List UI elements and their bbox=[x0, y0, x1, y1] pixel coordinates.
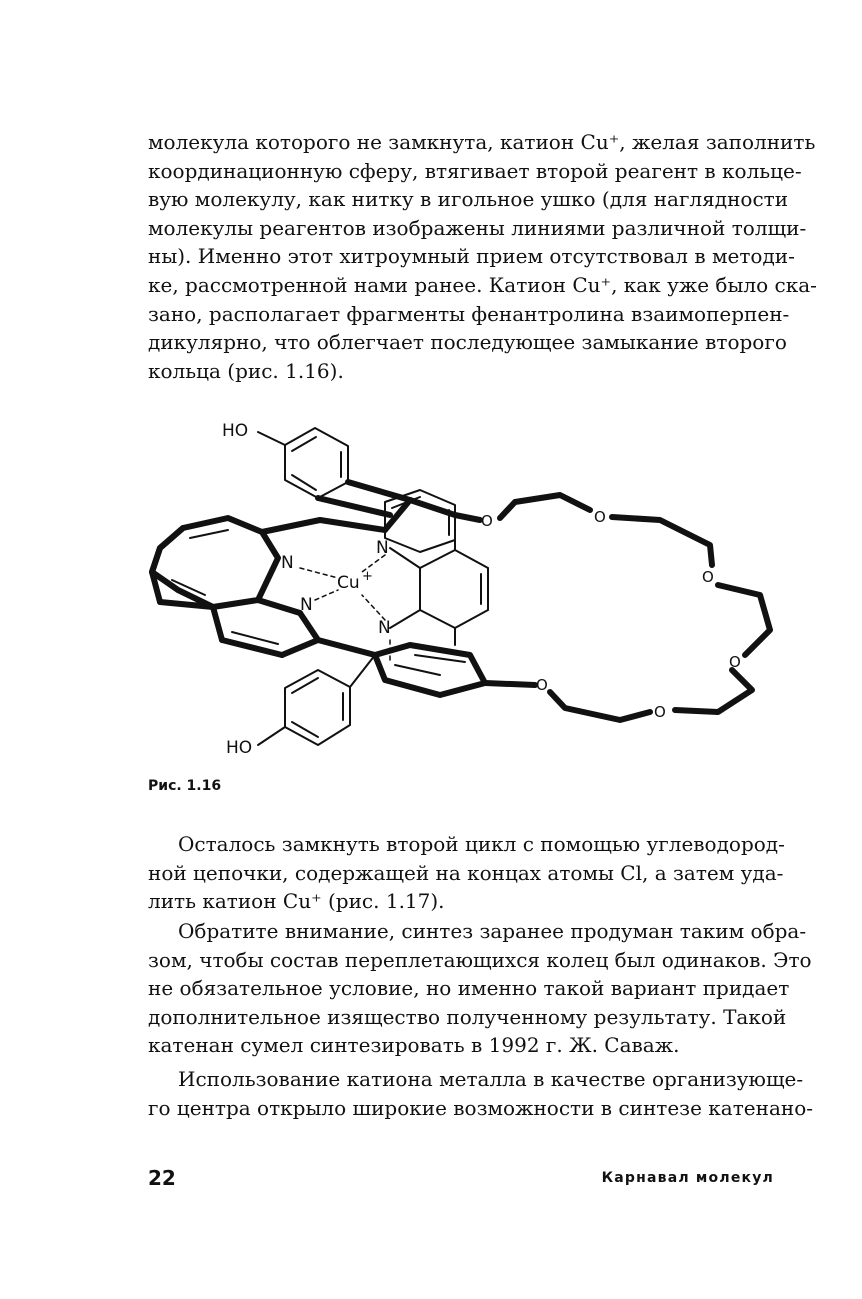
nitrogen-label: N bbox=[378, 618, 391, 638]
text-line: ной цепочки, содержащей на концах атомы Cl, а затем уда- bbox=[148, 860, 784, 885]
figure-caption: Рис. 1.16 bbox=[148, 778, 222, 794]
charge-label: + bbox=[362, 569, 373, 584]
oxygen-label: O bbox=[594, 508, 606, 526]
paragraph-1 bbox=[148, 128, 817, 385]
text-line: кольца (рис. 1.16). bbox=[148, 358, 344, 383]
text-line: зом, чтобы состав переплетающихся колец был одинаков. Это bbox=[148, 947, 812, 972]
hydroxyl-label-bottom: HO bbox=[226, 738, 253, 758]
phenyl-ring-bottom-bold bbox=[375, 645, 535, 695]
nitrogen-label: N bbox=[300, 595, 313, 615]
text-line: молекулы реагентов изображены линиями различной толщи- bbox=[148, 215, 807, 240]
paragraph-4 bbox=[148, 1065, 813, 1122]
copper-cation-label: Cu bbox=[337, 573, 360, 593]
text-line: зано, располагает фрагменты фенантролина взаимоперпен- bbox=[148, 301, 790, 326]
text-line: Обратите внимание, синтез заранее продуман таким обра- bbox=[178, 919, 807, 943]
paragraph-3 bbox=[148, 917, 812, 1060]
phenanthroline-thin bbox=[390, 540, 488, 645]
text-line: дикулярно, что облегчает последующее замыкание второго bbox=[148, 330, 787, 355]
text-line: катенан сумел синтезировать в 1992 г. Ж. Саваж. bbox=[148, 1033, 680, 1058]
catenane-precursor-structure bbox=[140, 405, 790, 770]
text-line: ны). Именно этот хитроумный прием отсутствовал в методи- bbox=[148, 244, 795, 269]
text-line: вую молекулу, как нитку в игольное ушко (для наглядности bbox=[148, 187, 789, 212]
text-line: Использование катиона металла в качестве организующе- bbox=[178, 1067, 804, 1091]
nitrogen-label: N bbox=[281, 553, 294, 573]
oxygen-label: O bbox=[702, 568, 714, 586]
oxygen-label: O bbox=[481, 512, 493, 530]
running-title: Карнавал молекул bbox=[601, 1170, 774, 1186]
text-line: лить катион Cu⁺ (рис. 1.17). bbox=[148, 889, 445, 914]
nitrogen-label: N bbox=[376, 538, 389, 558]
text-line: дополнительное изящество полученному результату. Такой bbox=[148, 1004, 787, 1029]
oxygen-label: O bbox=[729, 653, 741, 671]
page-number: 22 bbox=[148, 1166, 176, 1190]
text-line: молекула которого не замкнута, катион Cu⁺, желая заполнить bbox=[148, 130, 816, 154]
text-line: ке, рассмотренной нами ранее. Катион Cu⁺, как уже было ска- bbox=[148, 272, 817, 297]
text-line: го центра открыло широкие возможности в синтезе катенано- bbox=[148, 1095, 813, 1120]
text-line: не обязательное условие, но именно такой вариант придает bbox=[148, 976, 790, 1001]
chemical-structure-figure bbox=[140, 405, 790, 770]
paragraph-2 bbox=[148, 830, 785, 916]
phenol-ring-bottom bbox=[258, 655, 375, 745]
phenol-ring-top bbox=[258, 428, 348, 498]
phenyl-ring-bottom-inner bbox=[395, 655, 465, 675]
oxygen-label: O bbox=[536, 676, 548, 694]
text-line: координационную сферу, втягивает второй реагент в кольце- bbox=[148, 158, 802, 183]
oxygen-label: O bbox=[654, 703, 666, 721]
text-line: Осталось замкнуть второй цикл с помощью углеводород- bbox=[178, 832, 785, 856]
hydroxyl-label-top: HO bbox=[222, 421, 249, 441]
